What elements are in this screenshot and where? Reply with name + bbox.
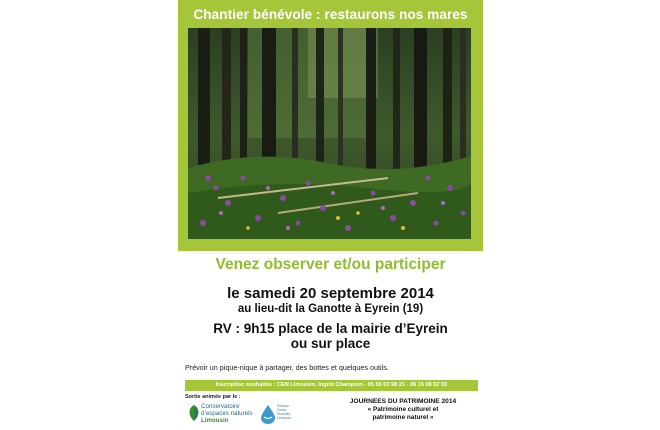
- poster: [178, 0, 483, 430]
- water-drop-icon: [260, 404, 276, 424]
- cen-logo-line2: d’espaces naturels: [201, 410, 253, 417]
- meeting-point: [178, 321, 483, 351]
- journees-title: JOURNEES DU PATRIMOINE 2014: [349, 398, 457, 405]
- header-band: [178, 0, 483, 251]
- headline: Venez observer et/ou participer: [215, 256, 446, 273]
- partner-logo-line4: Limousin: [277, 416, 291, 420]
- cen-logo-line3: Limousin: [201, 417, 229, 424]
- partner-logo: [260, 401, 320, 427]
- cen-logo-line1: Conservatoire: [201, 403, 240, 410]
- journees-line2: patrimoine naturel »: [372, 414, 434, 421]
- forest-photo: [188, 28, 471, 239]
- meeting-point-line1: RV : 9h15 place de la mairie d’Eyrein: [213, 321, 448, 336]
- equipment-note: Prévoir un pique-nique à partager, des bottes et quelques outils.: [185, 363, 389, 372]
- poster-title: Chantier bénévole : restaurons nos mares: [193, 7, 468, 22]
- partner-logo-line2: Zones: [277, 408, 287, 412]
- inscription-band: Inscription souhaitée : CEN Limousin, Ingrid Champion - 05 55 03 98 21 - 06 15 08 62 93: [185, 380, 478, 391]
- partner-logo-line1: Réseau: [277, 404, 289, 408]
- animated-by-label: Sortie animée par le :: [185, 394, 241, 400]
- event-place: au lieu-dit la Ganotte à Eyrein (19): [237, 303, 424, 315]
- partner-logo-line3: Humides: [277, 412, 291, 416]
- cen-limousin-logo: [187, 402, 257, 426]
- journees-patrimoine: [328, 398, 478, 422]
- meeting-point-line2: ou sur place: [290, 336, 371, 351]
- event-date: le samedi 20 septembre 2014: [227, 285, 434, 302]
- journees-line1: « Patrimoine culturel et: [367, 406, 439, 413]
- cen-leaf-icon: [187, 404, 201, 422]
